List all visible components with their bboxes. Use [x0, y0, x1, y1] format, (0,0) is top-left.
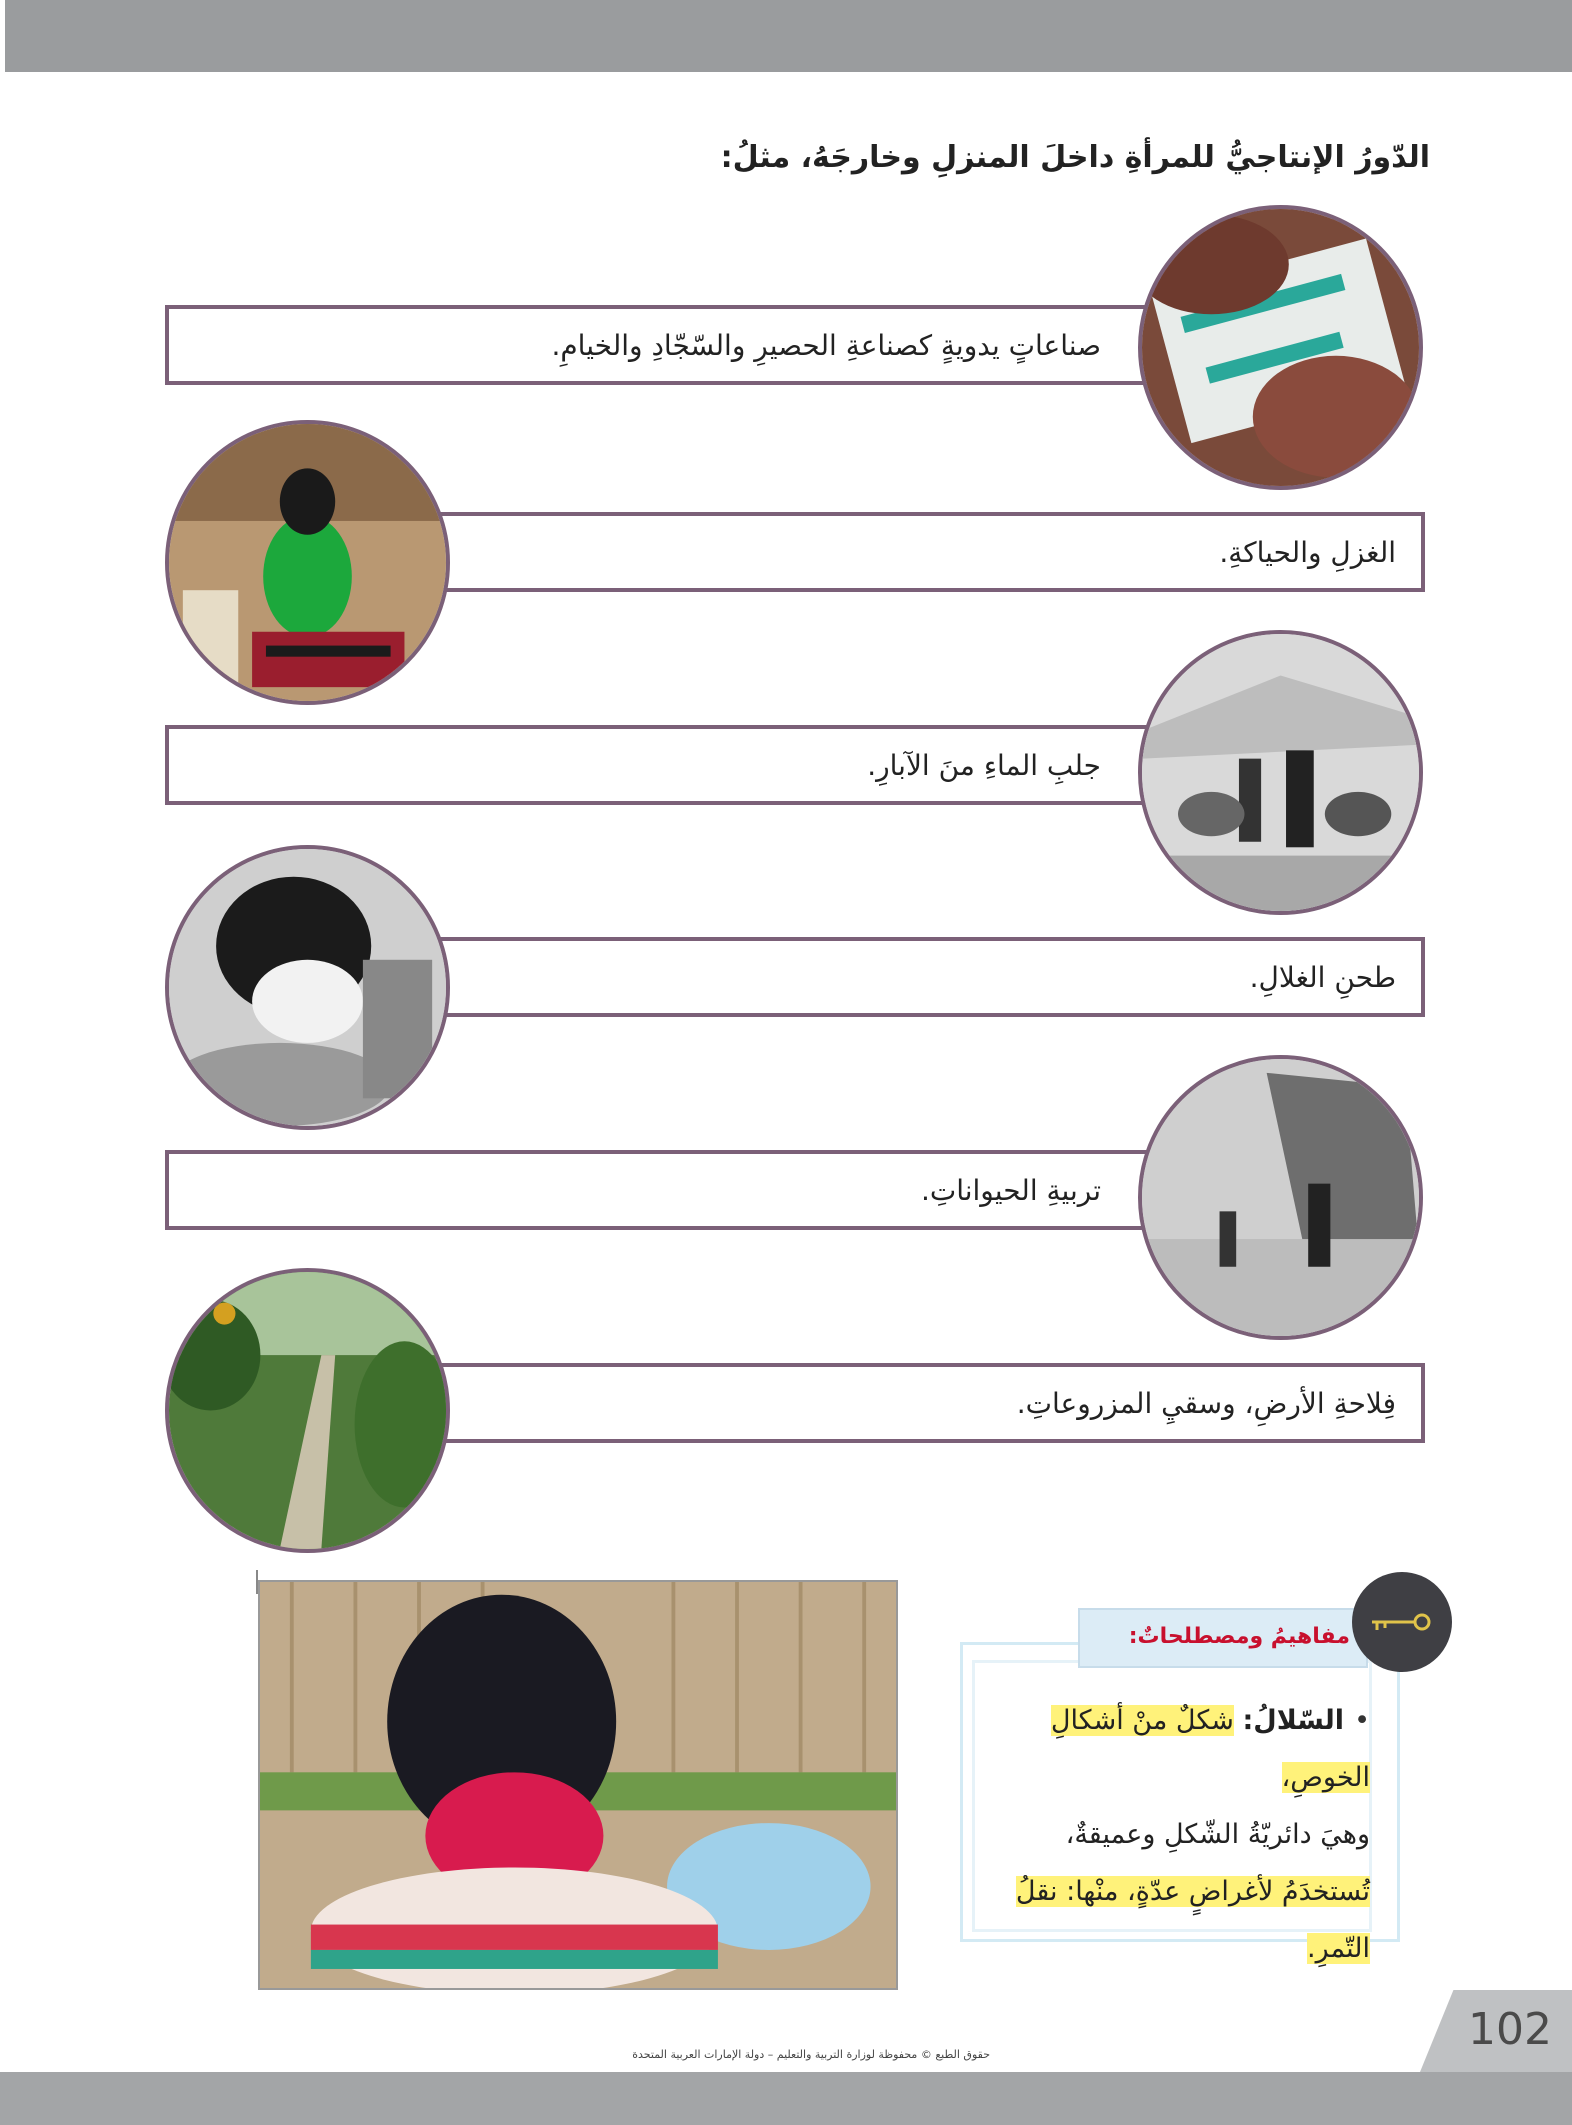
item-farming	[435, 1363, 1425, 1443]
item-grinding-text: طحنِ الغلالِ.	[1249, 960, 1396, 994]
definition-line-2: وهيَ دائريّةُ الشّكلِ وعميقةٌ،	[1065, 1819, 1370, 1850]
page-number: 102	[1468, 2004, 1552, 2055]
page-heading: الدّورُ الإنتاجيُّ للمرأةِ داخلَ المنزلِ وخارجَهُ، مثلُ:	[720, 140, 1430, 175]
concepts-title: مفاهيمُ ومصطلحاتٌ:	[1128, 1624, 1350, 1649]
item-animals	[165, 1150, 1165, 1230]
item-farming-text: فِلاحةِ الأرضِ، وسقيِ المزروعاتِ.	[1016, 1386, 1396, 1420]
water-well-photo	[1138, 630, 1423, 915]
item-animals-text: تربيةِ الحيواناتِ.	[920, 1173, 1101, 1207]
item-grinding	[435, 937, 1425, 1017]
bullet-icon: •	[1354, 1705, 1370, 1736]
definition-line-3: تُستخدَمُ لأغراضٍ عدّةٍ، منْها: نقلُ	[1015, 1876, 1370, 1907]
key-icon	[1352, 1572, 1452, 1672]
item-spinning	[435, 512, 1425, 592]
bottom-bar	[0, 2072, 1572, 2125]
item-handicrafts	[165, 305, 1165, 385]
item-water-text: جلبِ الماءِ منَ الآبارِ.	[867, 748, 1101, 782]
definition-line-1: شكلٌ منْ أشكالِ الخوصِ،	[1050, 1705, 1370, 1793]
copyright-footer: حقوق الطبع © محفوظة لوزارة التربية والتعليم – دولة الإمارات العربية المتحدة	[632, 2048, 990, 2061]
item-water	[165, 725, 1165, 805]
spinning-weaving-photo	[165, 420, 450, 705]
definition-line-4: التّمرِ.	[1307, 1933, 1370, 1964]
handicraft-weaving-photo	[1138, 205, 1423, 490]
concept-definition	[985, 1692, 1370, 1964]
item-handicrafts-text: صناعاتٍ يدويةٍ كصناعةِ الحصيرِ والسّجّادِ والخيامِ.	[551, 328, 1101, 362]
top-bar	[5, 0, 1572, 72]
item-spinning-text: الغزلِ والحياكةِ.	[1219, 535, 1396, 569]
animal-raising-photo	[1138, 1055, 1423, 1340]
concept-term: السّلالُ:	[1242, 1705, 1345, 1736]
basket-making-photo	[258, 1580, 898, 1990]
farming-irrigation-photo	[165, 1268, 450, 1553]
grain-grinding-photo	[165, 845, 450, 1130]
